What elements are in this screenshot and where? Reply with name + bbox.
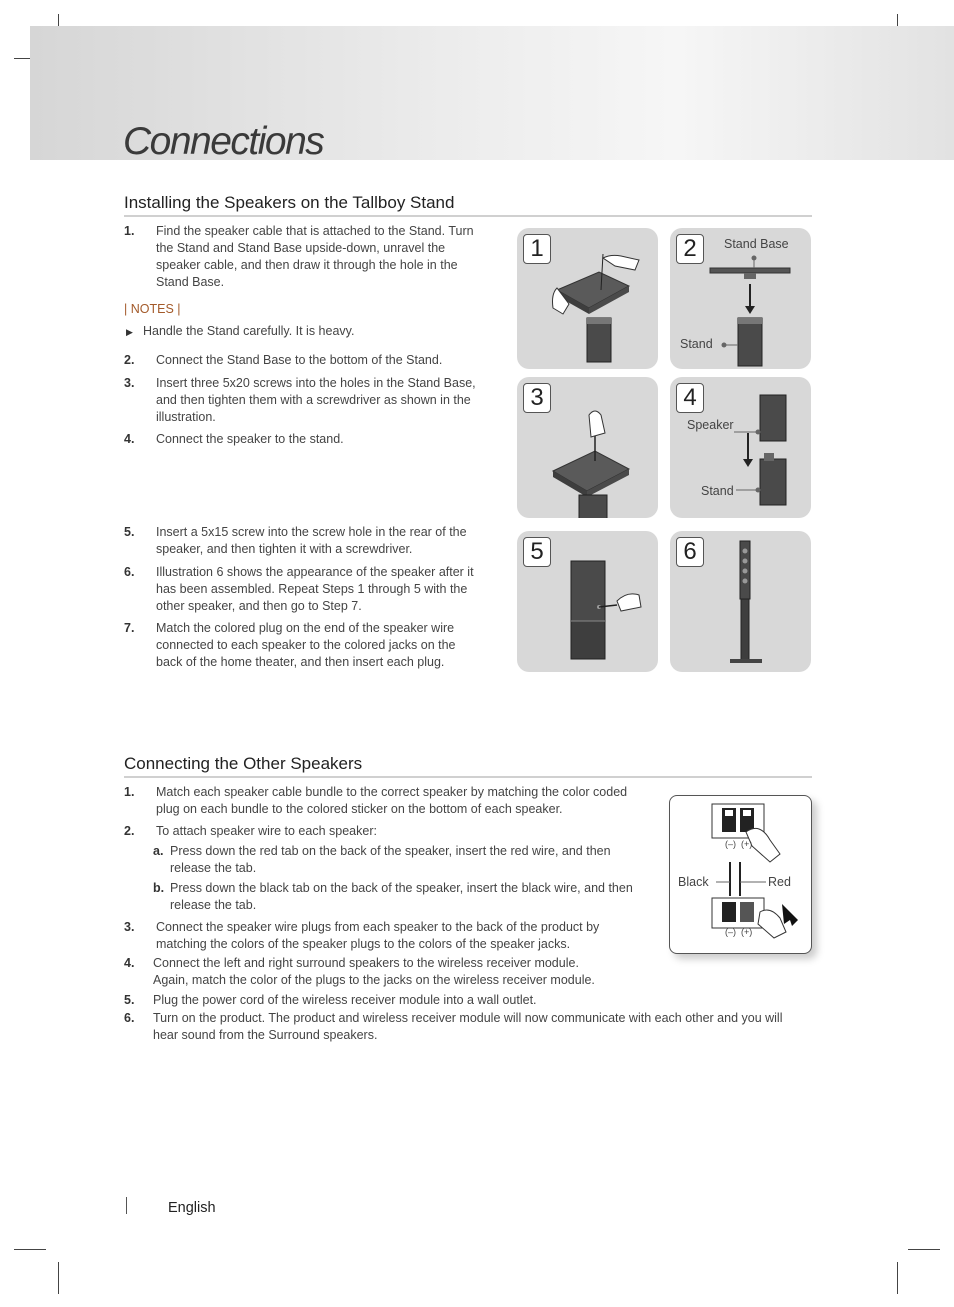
step-text-line: Match the colored plug on the end of the speaker wire bbox=[156, 621, 455, 635]
step-number: 3. bbox=[124, 920, 135, 934]
illustration-panel-6 bbox=[670, 531, 811, 672]
step-text bbox=[153, 992, 537, 1009]
step-text-line: and then tighten them with a screwdriver as shown in the bbox=[156, 393, 471, 407]
step-text-line: Stand Base. bbox=[156, 275, 225, 289]
step-text-line: Again, match the color of the plugs to the jacks on the wireless receiver module. bbox=[153, 973, 595, 987]
step-number: 6. bbox=[124, 565, 135, 579]
step-number-badge: 2 bbox=[676, 234, 704, 264]
step-number: 4. bbox=[124, 432, 135, 446]
step-number: b. bbox=[153, 881, 165, 895]
step-number: 4. bbox=[124, 956, 135, 970]
step-text-line: back of the home theater, and then insert each plug. bbox=[156, 655, 445, 669]
step-text-line: Find the speaker cable that is attached to the Stand. Turn bbox=[156, 224, 474, 238]
step-item bbox=[124, 352, 494, 369]
step-text-line: To attach speaker wire to each speaker: bbox=[156, 824, 377, 838]
step-number: 5. bbox=[124, 525, 135, 539]
step-text-line: Insert three 5x20 screws into the holes in the Stand Base, bbox=[156, 376, 476, 390]
step-item bbox=[124, 919, 654, 953]
step-number: 2. bbox=[124, 824, 135, 838]
step-text bbox=[156, 919, 599, 953]
step-text-line: illustration. bbox=[156, 410, 216, 424]
step-number: 2. bbox=[124, 353, 135, 367]
note-text: Handle the Stand carefully. It is heavy. bbox=[143, 324, 355, 338]
step-text-line: the Stand and Stand Base upside-down, unravel the bbox=[156, 241, 446, 255]
note-bullet-icon: ▶ bbox=[126, 327, 133, 337]
illustration-panel-3 bbox=[517, 377, 658, 518]
step-number: 3. bbox=[124, 376, 135, 390]
section-title-tallboy: Installing the Speakers on the Tallboy Stand bbox=[124, 193, 455, 212]
step-text bbox=[156, 784, 627, 818]
step-text bbox=[156, 524, 467, 558]
wire-terminal-illustration bbox=[669, 795, 812, 954]
step-text-line: plug on each bundle to the colored sticker on the bottom of each speaker. bbox=[156, 802, 563, 816]
stand-base-label: Stand Base bbox=[724, 237, 789, 251]
step-number-badge: 3 bbox=[523, 383, 551, 413]
stand-label: Stand bbox=[680, 337, 713, 351]
section-rule bbox=[124, 215, 812, 217]
notes-label: | NOTES | bbox=[124, 302, 181, 316]
step-text bbox=[156, 431, 344, 448]
step-text-line: release the tab. bbox=[170, 898, 257, 912]
step-number-badge: 5 bbox=[523, 537, 551, 567]
step-item bbox=[124, 992, 814, 1009]
step-number: 1. bbox=[124, 785, 135, 799]
step-text bbox=[156, 823, 377, 840]
step-number-badge: 4 bbox=[676, 383, 704, 413]
step-text-line: hear sound from the Surround speakers. bbox=[153, 1028, 378, 1042]
step-text bbox=[170, 843, 611, 877]
step-text-line: Connect the Stand Base to the bottom of the Stand. bbox=[156, 353, 443, 367]
step-text-line: Press down the red tab on the back of the speaker, insert the red wire, and then bbox=[170, 844, 611, 858]
minus-label-top: (–) bbox=[725, 839, 736, 849]
step-text-line: Match each speaker cable bundle to the correct speaker by matching the color coded bbox=[156, 785, 628, 799]
step-text-line: speaker, and then tighten it with a screwdriver. bbox=[156, 542, 413, 556]
step-text bbox=[170, 880, 633, 914]
step-number: 1. bbox=[124, 224, 135, 238]
step-item bbox=[124, 784, 654, 818]
step-text-line: Press down the black tab on the back of the speaker, insert the black wire, and then bbox=[170, 881, 633, 895]
step-number: a. bbox=[153, 844, 164, 858]
step-item bbox=[124, 524, 494, 558]
page-title: Connections bbox=[123, 120, 324, 163]
footer-divider bbox=[126, 1197, 127, 1214]
step-number-badge: 6 bbox=[676, 537, 704, 567]
step-item bbox=[124, 431, 494, 448]
illustration-panel-5 bbox=[517, 531, 658, 672]
step-item bbox=[124, 1010, 814, 1044]
step-item bbox=[124, 375, 494, 426]
step-text bbox=[156, 564, 474, 615]
footer-language: English bbox=[168, 1200, 216, 1216]
crop-mark bbox=[897, 1262, 898, 1294]
step-item bbox=[124, 223, 494, 291]
step-text bbox=[153, 1010, 782, 1044]
crop-mark bbox=[908, 1249, 940, 1250]
step-text-line: other speaker, and then go to Step 7. bbox=[156, 599, 362, 613]
step-text-line: Connect the speaker to the stand. bbox=[156, 432, 344, 446]
plus-label-bottom: (+) bbox=[741, 927, 753, 937]
step-text-line: Plug the power cord of the wireless receiver module into a wall outlet. bbox=[153, 993, 537, 1007]
stand-label-4: Stand bbox=[701, 484, 734, 498]
black-wire-label: Black bbox=[678, 875, 709, 889]
step-item bbox=[124, 620, 494, 671]
step-item bbox=[153, 843, 653, 877]
step-text bbox=[156, 375, 476, 426]
minus-label-bottom: (–) bbox=[725, 927, 736, 937]
step-text bbox=[156, 352, 442, 369]
step-number: 5. bbox=[124, 993, 135, 1007]
step-text bbox=[153, 955, 595, 989]
step-text-line: connected to each speaker to the colored jacks on the bbox=[156, 638, 456, 652]
illustration-panel-1 bbox=[517, 228, 658, 369]
step-number: 6. bbox=[124, 1011, 135, 1025]
step-item bbox=[124, 564, 494, 615]
step-number-badge: 1 bbox=[523, 234, 551, 264]
crop-mark bbox=[14, 1249, 46, 1250]
step-text bbox=[156, 223, 474, 291]
step-number: 7. bbox=[124, 621, 135, 635]
step-text bbox=[156, 620, 456, 671]
plus-label-top: (+) bbox=[741, 839, 753, 849]
crop-mark bbox=[58, 1262, 59, 1294]
step-item bbox=[124, 823, 654, 840]
step-text-line: Illustration 6 shows the appearance of the speaker after it bbox=[156, 565, 474, 579]
step-text-line: Insert a 5x15 screw into the screw hole in the rear of the bbox=[156, 525, 467, 539]
step-item bbox=[153, 880, 653, 914]
section-title-other-speakers: Connecting the Other Speakers bbox=[124, 754, 363, 773]
step-text-line: has been assembled. Repeat Steps 1 through 5 with the bbox=[156, 582, 468, 596]
illustration-panel-4 bbox=[670, 377, 811, 518]
step-item bbox=[124, 955, 654, 989]
illustration-panel-2 bbox=[670, 228, 811, 369]
step-text-line: Turn on the product. The product and wireless receiver module will now communicate with each other and you will bbox=[153, 1011, 783, 1025]
red-wire-label: Red bbox=[768, 875, 791, 889]
section-rule bbox=[124, 776, 812, 778]
step-text-line: Connect the speaker wire plugs from each speaker to the back of the product by bbox=[156, 920, 600, 934]
step-text-line: release the tab. bbox=[170, 861, 257, 875]
speaker-label: Speaker bbox=[687, 418, 734, 432]
step-text-line: speaker cable, and then draw it through the hole in the bbox=[156, 258, 458, 272]
step-text-line: matching the colors of the speaker plugs to the colors of the speaker jacks. bbox=[156, 937, 571, 951]
step-text-line: Connect the left and right surround speakers to the wireless receiver module. bbox=[153, 956, 579, 970]
